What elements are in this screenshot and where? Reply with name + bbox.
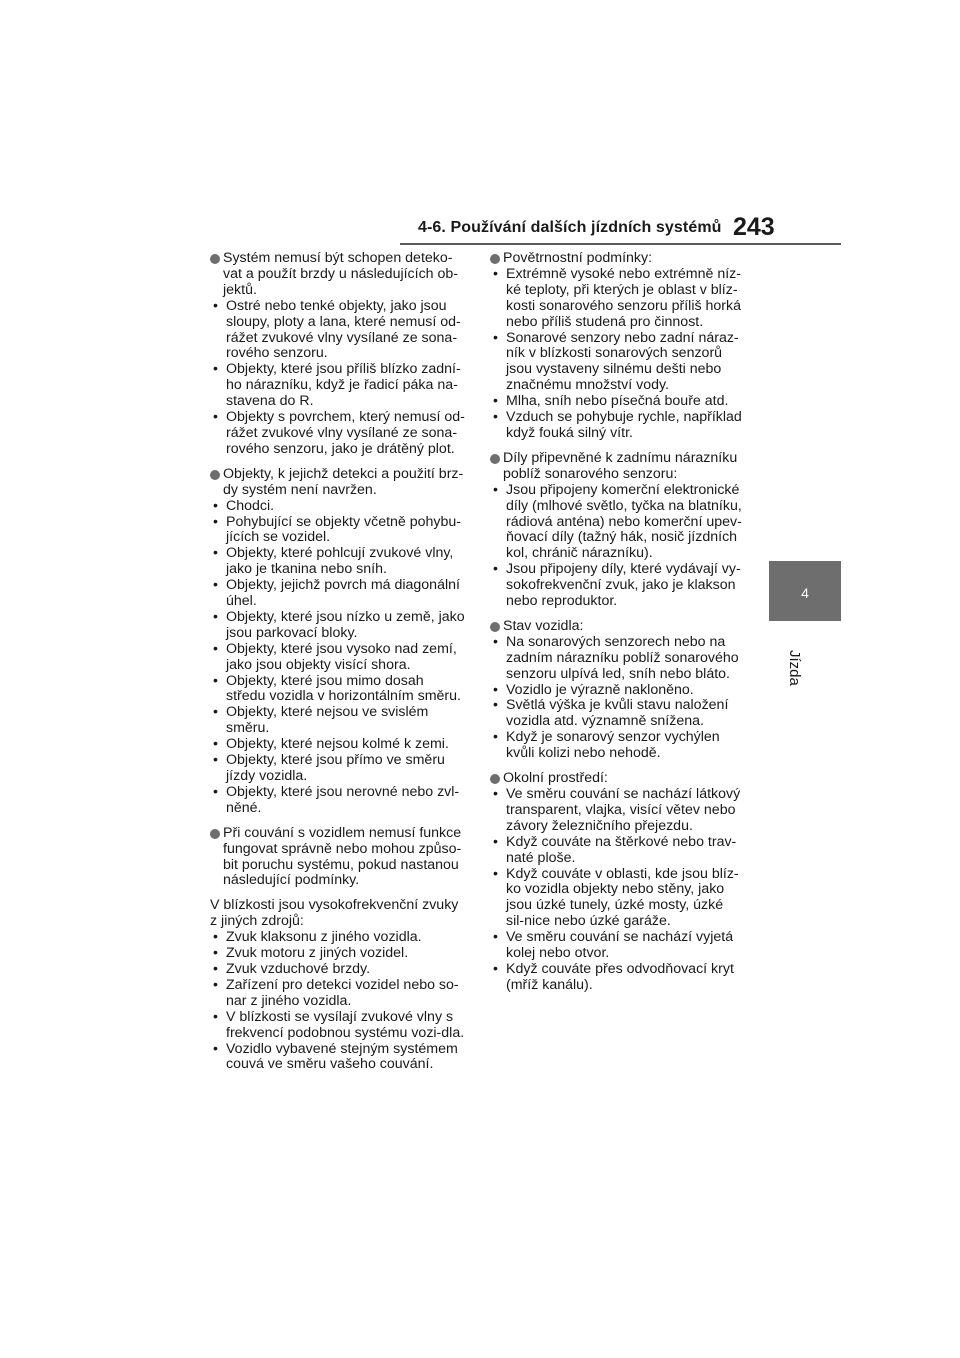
chapter-tab: [769, 561, 841, 621]
right-column: [490, 251, 745, 1003]
list-item: • Objekty, které jsou příliš blízko zadní-ho nárazníku, když je řadicí páka na-stavena do R.: [210, 362, 465, 410]
list-item: • Objekty, které jsou vysoko nad zemí, jako jsou objekty visící shora.: [210, 642, 465, 674]
list-item: • Sonarové senzory nebo zadní náraz-ník v blízkosti sonarových senzorů jsou vystaveny silnému dešti nebo značnému množství vody.: [490, 331, 745, 395]
list-item: • Ostré nebo tenké objekty, jako jsou sloupy, ploty a lana, které nemusí od-rážet zvukové vlny vysílané ze sona-rového senzoru.: [210, 299, 465, 363]
bullet-dot-icon: [210, 254, 220, 264]
header-divider: [400, 243, 841, 245]
list-item: • Na sonarových senzorech nebo na zadním nárazníku poblíž sonarového senzoru ulpívá led, sníh nebo bláto.: [490, 635, 745, 683]
content-block: [210, 826, 465, 890]
page-header: [0, 0, 960, 250]
list-item: • Objekty, které jsou nízko u země, jako jsou parkovací bloky.: [210, 610, 465, 642]
list-item: • Objekty, které jsou mimo dosah středu vozidla v horizontálním směru.: [210, 674, 465, 706]
left-column: [210, 251, 465, 1082]
list-item: • Když couváte přes odvodňovací kryt (mříž kanálu).: [490, 962, 745, 994]
block-heading: [210, 251, 465, 299]
content-block: [490, 451, 745, 610]
list-item: • Když couváte na štěrkové nebo trav-naté ploše.: [490, 835, 745, 867]
list-item: • Vozidlo je výrazně nakloněno.: [490, 683, 745, 699]
list-item: • Jsou připojeny díly, které vydávají vy-sokofrekvenční zvuk, jako je klakson nebo reproduktor.: [490, 562, 745, 610]
block-heading-text: Systém nemusí být schopen deteko-vat a použít brzdy u následujících ob-jektů.: [223, 250, 459, 298]
bullet-list: [490, 787, 745, 994]
bullet-list: [490, 267, 745, 442]
list-item: • Chodci.: [210, 499, 465, 515]
list-item: • Když je sonarový senzor vychýlen kvůli kolizi nebo nehodě.: [490, 730, 745, 762]
bullet-dot-icon: [490, 622, 500, 632]
content-block: [210, 467, 465, 817]
list-item: • Vzduch se pohybuje rychle, například když fouká silný vítr.: [490, 410, 745, 442]
chapter-number: 4: [801, 585, 809, 601]
list-item: • Zařízení pro detekci vozidel nebo so-nar z jiného vozidla.: [210, 978, 465, 1010]
list-item: • Ve směru couvání se nachází látkový transparent, vlajka, visící větev nebo závory železničního přejezdu.: [490, 787, 745, 835]
list-item: • Objekty, které jsou nerovné nebo zvl-něné.: [210, 785, 465, 817]
list-item: • Objekty, které nejsou kolmé k zemi.: [210, 737, 465, 753]
list-item: • Jsou připojeny komerční elektronické díly (mlhové světlo, tyčka na blatníku, rádiová anténa) nebo komerční upev-ňovací díly (tažný hák, nosič jízdních kol, chránič nárazníku).: [490, 483, 745, 563]
content-block: [210, 898, 465, 1073]
bullet-dot-icon: [490, 454, 500, 464]
list-item: • Objekty s povrchem, který nemusí od-rážet zvukové vlny vysílané ze sona-rového senzoru, jako je drátěný plot.: [210, 410, 465, 458]
content-block: [210, 251, 465, 458]
chapter-label: Jízda: [786, 650, 803, 686]
section-title: 4-6. Používání dalších jízdních systémů: [418, 219, 722, 236]
block-heading-text: Při couvání s vozidlem nemusí funkce fungovat správně nebo mohou způso-bit poruchu systému, pokud nastanou následující podmínky.: [223, 824, 462, 889]
block-heading-text: Stav vozidla:: [503, 617, 584, 634]
list-item: • Vozidlo vybavené stejným systémem couvá ve směru vašeho couvání.: [210, 1042, 465, 1074]
bullet-dot-icon: [210, 470, 220, 480]
list-item: • Mlha, sníh nebo písečná bouře atd.: [490, 394, 745, 410]
list-item: • Ve směru couvání se nachází vyjetá kolej nebo otvor.: [490, 930, 745, 962]
block-heading: [210, 826, 465, 890]
list-item: • Objekty, které nejsou ve svislém směru.: [210, 705, 465, 737]
block-intro: V blízkosti jsou vysokofrekvenční zvuky z jiných zdrojů:: [210, 897, 459, 930]
bullet-list: [210, 299, 465, 458]
block-heading: [490, 251, 745, 267]
page-number: 243: [733, 213, 775, 241]
block-heading: [490, 771, 745, 787]
list-item: • Zvuk klaksonu z jiného vozidla.: [210, 930, 465, 946]
bullet-list: [210, 499, 465, 817]
block-heading-text: Objekty, k jejichž detekci a použití brz-dy systém není navržen.: [223, 465, 464, 498]
list-item: • Když couváte v oblasti, kde jsou blíz-ko vozidla objekty nebo stěny, jako jsou úzké tunely, úzké mosty, úzké sil-nice nebo úzké garáže.: [490, 867, 745, 931]
bullet-dot-icon: [490, 254, 500, 264]
content-block: [490, 771, 745, 994]
block-heading-text: Povětrnostní podmínky:: [503, 250, 653, 266]
bullet-dot-icon: [490, 774, 500, 784]
list-item: • Světlá výška je kvůli stavu naložení vozidla atd. významně snížena.: [490, 698, 745, 730]
block-heading: [210, 467, 465, 499]
list-item: • Pohybující se objekty včetně pohybu-jících se vozidel.: [210, 515, 465, 547]
block-heading-text: Okolní prostředí:: [503, 770, 608, 787]
bullet-list: [210, 930, 465, 1073]
bullet-dot-icon: [210, 829, 220, 839]
list-item: • Zvuk vzduchové brzdy.: [210, 962, 465, 978]
list-item: • Objekty, které jsou přímo ve směru jízdy vozidla.: [210, 753, 465, 785]
content-block: [490, 619, 745, 762]
list-item: • Objekty, jejichž povrch má diagonální úhel.: [210, 578, 465, 610]
list-item: • Extrémně vysoké nebo extrémně níz-ké teploty, při kterých je oblast v blíz-kosti sonarového senzoru příliš horká nebo příliš studená pro činnost.: [490, 267, 745, 331]
list-item: • Zvuk motoru z jiných vozidel.: [210, 946, 465, 962]
bullet-list: [490, 483, 745, 610]
block-heading: [490, 619, 745, 635]
block-heading: [490, 451, 745, 483]
chapter-label-vertical: [781, 640, 821, 690]
list-item: • V blízkosti se vysílají zvukové vlny s frekvencí podobnou systému vozi-dla.: [210, 1010, 465, 1042]
block-heading-text: Díly připevněné k zadnímu nárazníku poblíž sonarového senzoru:: [503, 449, 738, 482]
bullet-list: [490, 635, 745, 762]
content-block: [490, 251, 745, 442]
list-item: • Objekty, které pohlcují zvukové vlny, jako je tkanina nebo sníh.: [210, 546, 465, 578]
